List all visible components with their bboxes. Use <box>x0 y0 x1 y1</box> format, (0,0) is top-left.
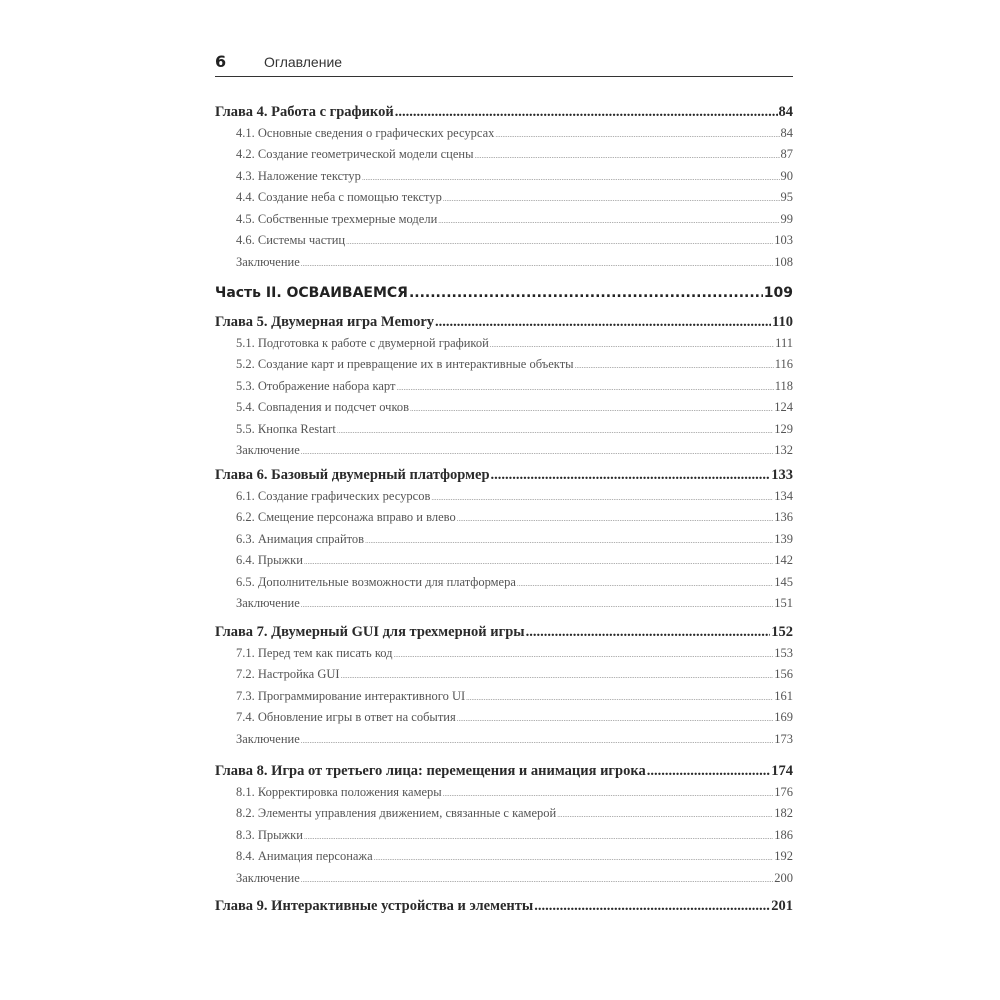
entry-page-number: 136 <box>774 510 793 524</box>
dot-leader <box>301 601 774 609</box>
toc-section-entry <box>215 828 793 843</box>
entry-page-number: 200 <box>774 870 793 885</box>
entry-page-number: 111 <box>775 335 793 350</box>
entry-title: 4.6. Системы частиц <box>236 233 346 247</box>
toc-section-entry <box>215 169 793 184</box>
entry-title: Глава 9. Интерактивные устройства и элементы <box>215 898 534 914</box>
dot-leader <box>575 362 774 370</box>
page-number: 6 <box>215 52 227 71</box>
entry-page-number: 90 <box>780 168 793 183</box>
entry-page-number: 152 <box>771 624 793 640</box>
entry-title: 4.3. Наложение текстур <box>236 168 361 183</box>
entry-page-number: 109 <box>763 285 793 301</box>
entry-page-number: 182 <box>774 806 793 820</box>
running-header <box>215 52 793 77</box>
dot-leader <box>346 238 773 246</box>
entry-page-number: 176 <box>774 784 793 799</box>
entry-page-number: 201 <box>771 898 793 914</box>
entry-title: 7.3. Программирование интерактивного UI <box>236 688 466 703</box>
dot-leader <box>301 260 774 268</box>
entry-page-number: 173 <box>774 731 793 746</box>
entry-page-number: 95 <box>780 190 793 204</box>
entry-title: 5.4. Совпадения и подсчет очков <box>236 400 410 414</box>
entry-title: Часть II. ОСВАИВАЕМСЯ <box>215 285 408 301</box>
dot-leader <box>517 580 773 588</box>
toc-section-entry <box>215 190 793 205</box>
toc-section-entry <box>215 785 793 800</box>
toc-section-entry <box>215 489 793 504</box>
dot-leader <box>301 876 774 884</box>
entry-title: 8.2. Элементы управления движением, связанные с камерой <box>236 806 557 820</box>
dot-leader <box>534 898 770 915</box>
entry-title: 8.4. Анимация персонажа <box>236 849 373 863</box>
entry-title: 5.1. Подготовка к работе с двумерной графикой <box>236 335 489 350</box>
toc-section-entry <box>215 379 793 394</box>
dot-leader <box>395 104 778 121</box>
entry-page-number: 134 <box>774 488 793 503</box>
entry-page-number: 151 <box>774 596 793 610</box>
entry-title: Заключение <box>236 731 300 746</box>
entry-page-number: 133 <box>771 467 793 483</box>
entry-page-number: 169 <box>774 710 793 724</box>
dot-leader <box>410 405 773 413</box>
entry-title: 4.4. Создание неба с помощью текстур <box>236 190 442 204</box>
entry-title: 6.3. Анимация спрайтов <box>236 531 365 546</box>
toc-part-entry <box>215 285 793 301</box>
toc-section-entry <box>215 732 793 747</box>
entry-title: 6.4. Прыжки <box>236 553 303 567</box>
dot-leader <box>396 384 773 392</box>
entry-page-number: 110 <box>772 314 793 330</box>
dot-leader <box>341 672 774 680</box>
entry-page-number: 129 <box>774 421 793 436</box>
entry-title: Заключение <box>236 870 300 885</box>
dot-leader <box>495 131 779 139</box>
dot-leader <box>490 341 774 349</box>
entry-page-number: 186 <box>774 827 793 842</box>
toc-section-entry <box>215 422 793 437</box>
toc-chapter-entry <box>215 624 793 641</box>
entry-title: Заключение <box>236 596 300 610</box>
toc-section-entry <box>215 147 793 162</box>
dot-leader <box>443 790 774 798</box>
dot-leader <box>301 448 774 456</box>
dot-leader <box>457 515 774 523</box>
dot-leader <box>374 854 774 862</box>
entry-page-number: 87 <box>780 147 793 161</box>
entry-title: Заключение <box>236 254 300 269</box>
entry-title: Глава 8. Игра от третьего лица: перемещения и анимация игрока <box>215 763 646 779</box>
entry-page-number: 118 <box>774 378 793 393</box>
dot-leader <box>431 494 773 502</box>
dot-leader <box>337 427 773 435</box>
toc-section-entry <box>215 126 793 141</box>
toc-page <box>215 0 793 1000</box>
dot-leader <box>362 174 780 182</box>
dot-leader <box>409 285 763 301</box>
entry-page-number: 153 <box>774 645 793 660</box>
toc-chapter-entry <box>215 467 793 484</box>
dot-leader <box>435 314 771 331</box>
toc-section-entry <box>215 336 793 351</box>
entry-title: 4.2. Создание геометрической модели сцены <box>236 147 474 161</box>
entry-page-number: 99 <box>780 211 793 226</box>
toc-section-entry <box>215 871 793 886</box>
dot-leader <box>304 558 773 566</box>
toc-chapter-entry <box>215 104 793 121</box>
entry-page-number: 124 <box>774 400 793 414</box>
toc-section-entry <box>215 596 793 611</box>
toc-section-entry <box>215 689 793 704</box>
entry-title: Глава 5. Двумерная игра Memory <box>215 314 435 330</box>
entry-page-number: 84 <box>778 104 793 120</box>
entry-page-number: 142 <box>774 553 793 567</box>
toc-section-entry <box>215 667 793 682</box>
entry-title: 7.4. Обновление игры в ответ на события <box>236 710 456 724</box>
entry-page-number: 84 <box>780 125 793 140</box>
entry-title: Глава 7. Двумерный GUI для трехмерной игры <box>215 624 525 640</box>
toc-section-entry <box>215 400 793 415</box>
entry-page-number: 139 <box>774 531 793 546</box>
toc-section-entry <box>215 233 793 248</box>
entry-title: Глава 6. Базовый двумерный платформер <box>215 467 490 483</box>
dot-leader <box>466 694 773 702</box>
dot-leader <box>457 715 774 723</box>
entry-page-number: 192 <box>774 849 793 863</box>
toc-section-entry <box>215 255 793 270</box>
entry-title: 6.5. Дополнительные возможности для платформера <box>236 574 516 589</box>
entry-page-number: 103 <box>774 233 793 247</box>
entry-title: 5.5. Кнопка Restart <box>236 421 336 436</box>
entry-title: 8.1. Корректировка положения камеры <box>236 784 442 799</box>
toc-section-entry <box>215 849 793 864</box>
toc-section-entry <box>215 212 793 227</box>
entry-page-number: 116 <box>774 357 793 371</box>
entry-page-number: 145 <box>774 574 793 589</box>
toc-chapter-entry <box>215 763 793 780</box>
entry-title: 6.2. Смещение персонажа вправо и влево <box>236 510 456 524</box>
toc-section-entry <box>215 510 793 525</box>
entry-page-number: 132 <box>774 443 793 457</box>
entry-title: 5.3. Отображение набора карт <box>236 378 396 393</box>
dot-leader <box>491 467 771 484</box>
dot-leader <box>301 737 774 745</box>
entry-title: 7.2. Настройка GUI <box>236 667 340 681</box>
dot-leader <box>647 763 771 780</box>
entry-page-number: 156 <box>774 667 793 681</box>
toc-section-entry <box>215 575 793 590</box>
toc-section-entry <box>215 646 793 661</box>
dot-leader <box>557 811 773 819</box>
entry-page-number: 161 <box>774 688 793 703</box>
entry-page-number: 174 <box>771 763 793 779</box>
entry-title: 7.1. Перед тем как писать код <box>236 645 393 660</box>
entry-title: 4.5. Собственные трехмерные модели <box>236 211 438 226</box>
entry-title: 5.2. Создание карт и превращение их в интерактивные объекты <box>236 357 574 371</box>
entry-page-number: 108 <box>774 254 793 269</box>
dot-leader <box>394 651 774 659</box>
toc-section-entry <box>215 443 793 458</box>
dot-leader <box>526 624 771 641</box>
dot-leader <box>438 217 779 225</box>
entry-title: 6.1. Создание графических ресурсов <box>236 488 431 503</box>
toc-section-entry <box>215 532 793 547</box>
entry-title: Глава 4. Работа с графикой <box>215 104 394 120</box>
toc-section-entry <box>215 553 793 568</box>
entry-title: Заключение <box>236 443 300 457</box>
dot-leader <box>443 195 780 203</box>
entry-title: 4.1. Основные сведения о графических ресурсах <box>236 125 495 140</box>
toc-chapter-entry <box>215 314 793 331</box>
dot-leader <box>304 833 773 841</box>
entry-title: 8.3. Прыжки <box>236 827 303 842</box>
dot-leader <box>365 537 773 545</box>
toc-section-entry <box>215 710 793 725</box>
toc-chapter-entry <box>215 898 793 915</box>
running-title: Оглавление <box>264 54 343 70</box>
dot-leader <box>475 152 780 160</box>
toc-section-entry <box>215 806 793 821</box>
toc-section-entry <box>215 357 793 372</box>
